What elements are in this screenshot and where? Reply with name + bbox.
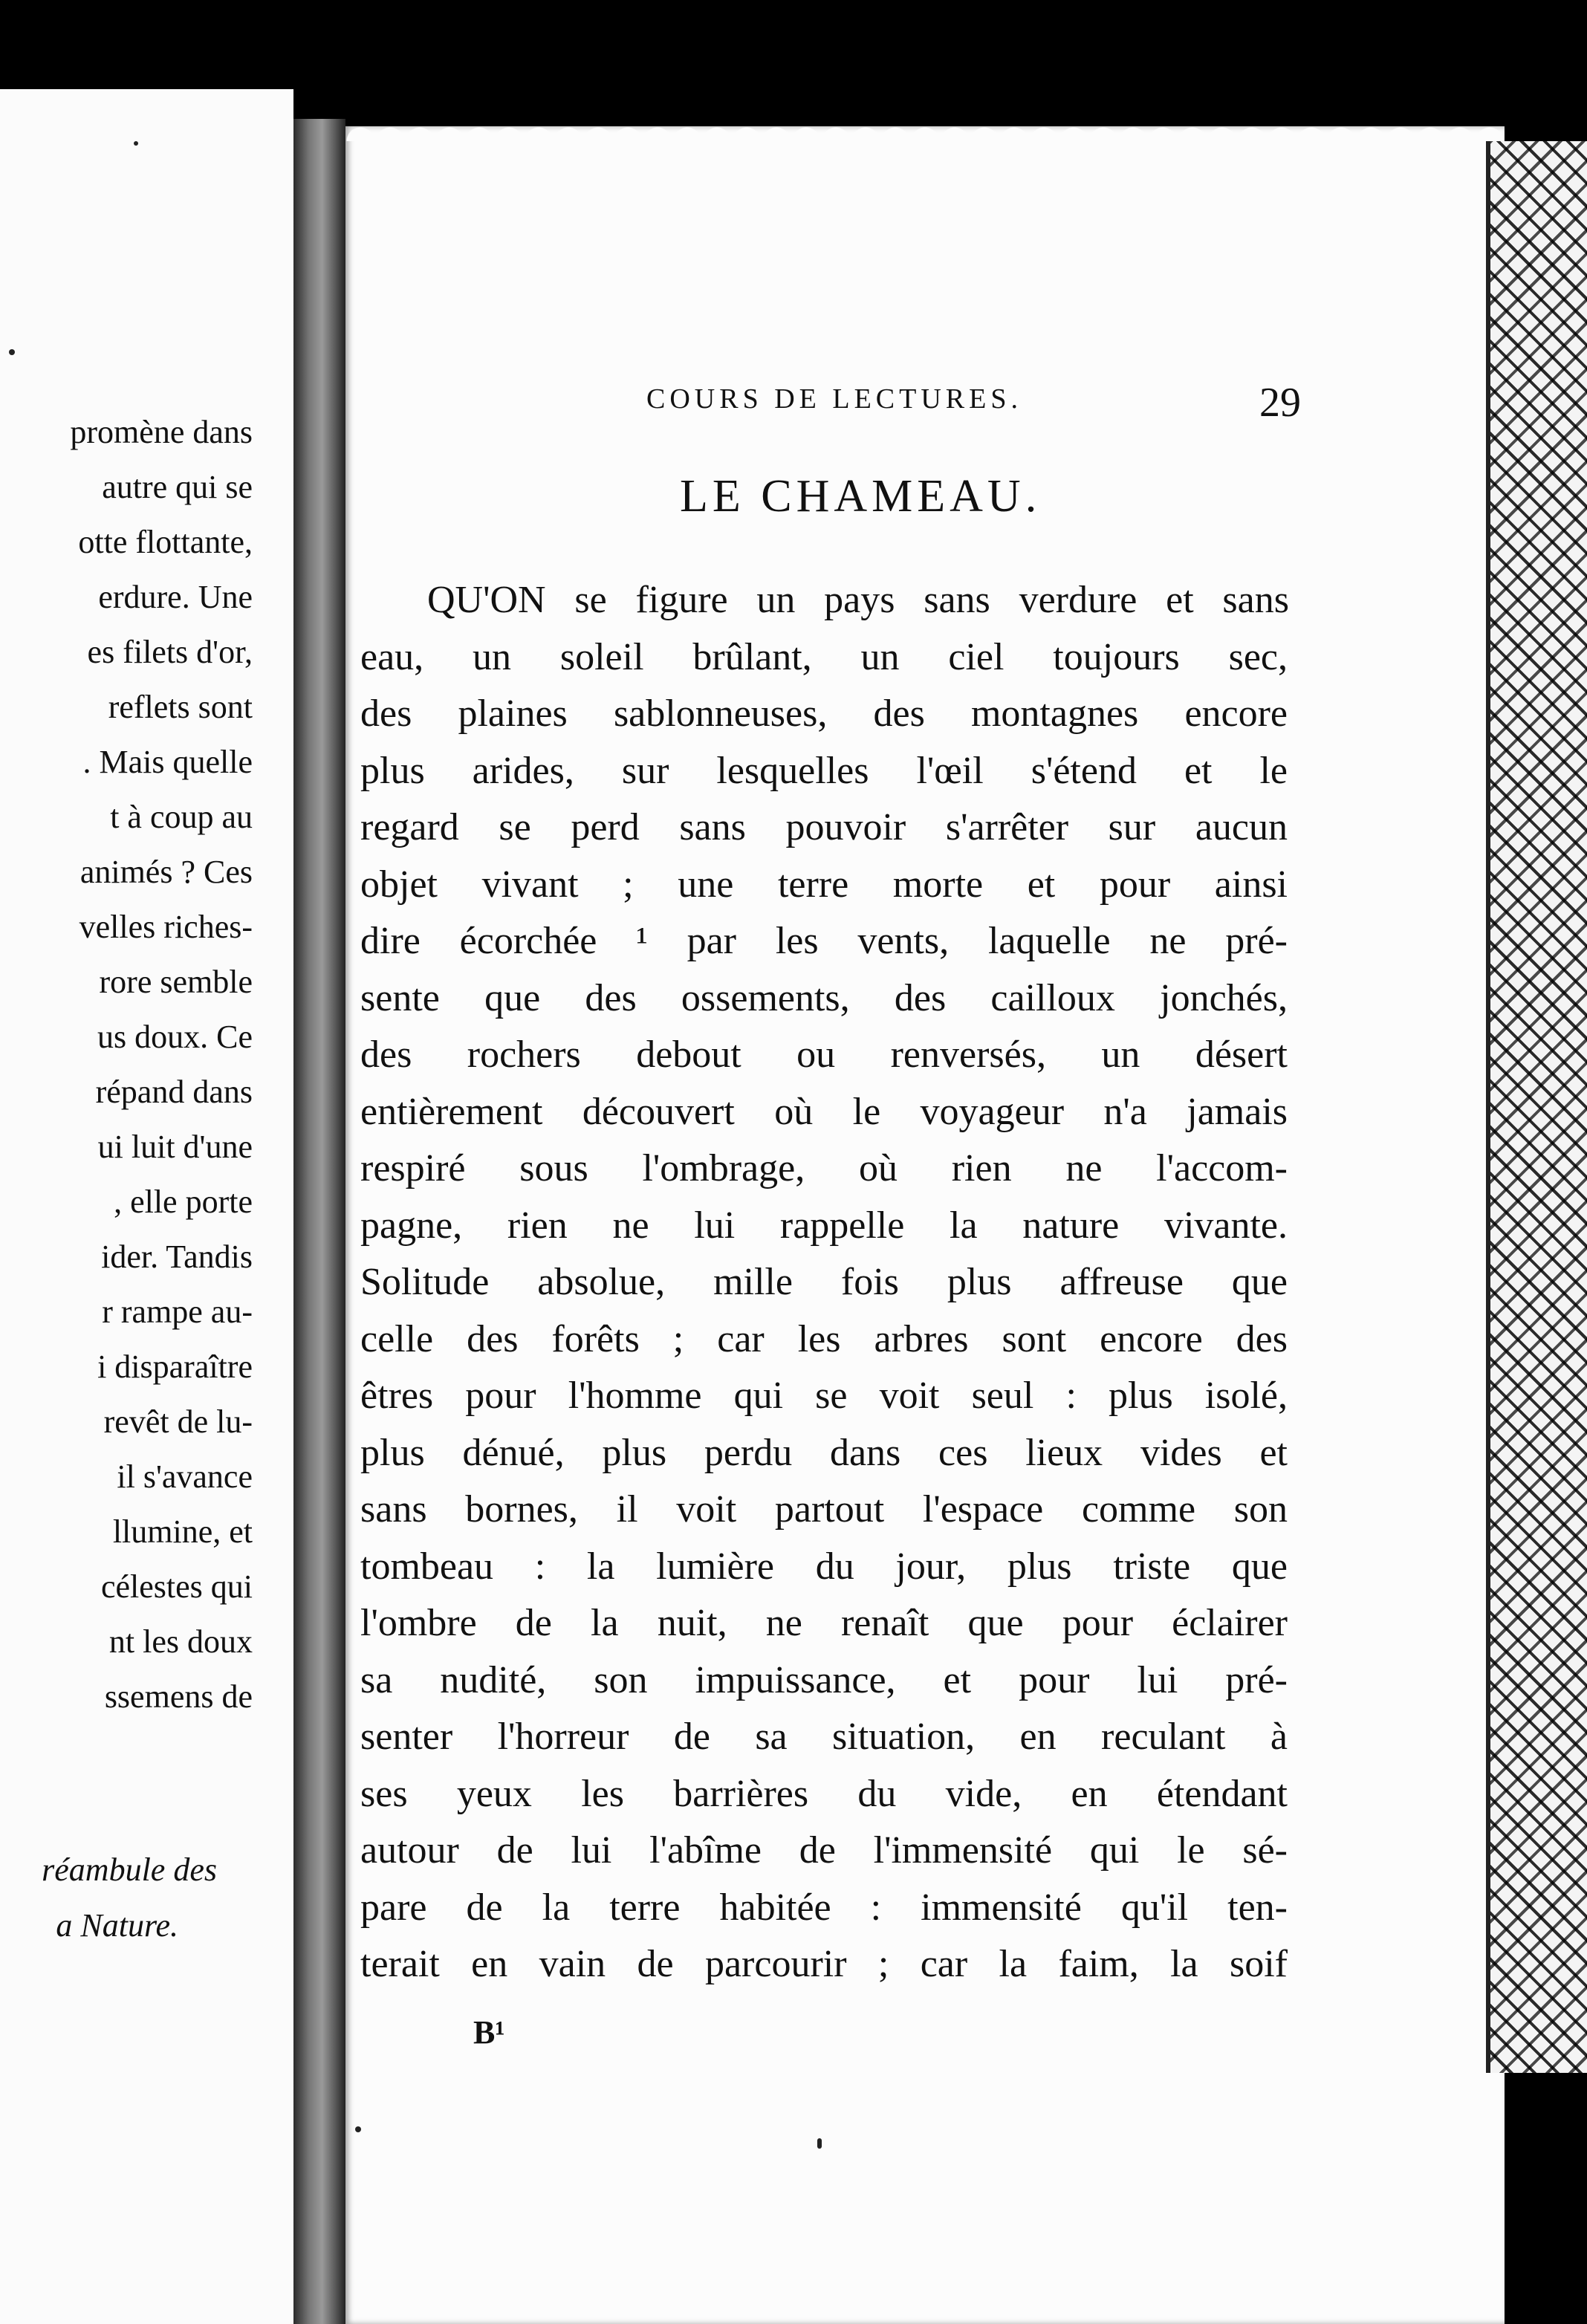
body-text-line: sans bornes, il voit partout l'espace comme son bbox=[360, 1488, 1288, 1531]
left-page-line: es filets d'or, bbox=[87, 634, 253, 670]
running-head: COURS DE LECTURES. bbox=[646, 383, 1022, 415]
body-text-line: pagne, rien ne lui rappelle la nature vivante. bbox=[360, 1204, 1288, 1247]
left-page-line: i disparaître bbox=[97, 1348, 253, 1385]
left-page-line: reflets sont bbox=[108, 689, 253, 725]
left-page-line: . Mais quelle bbox=[82, 744, 253, 780]
left-page-footnote-line: a Nature. bbox=[56, 1907, 178, 1944]
left-page-line: otte flottante, bbox=[78, 524, 253, 560]
book-gutter bbox=[293, 119, 345, 2324]
body-text-line: êtres pour l'homme qui se voit seul : plus isolé, bbox=[360, 1374, 1288, 1417]
speck bbox=[817, 2138, 822, 2149]
page-top-edge bbox=[345, 111, 1505, 141]
left-page-line: erdure. Une bbox=[98, 579, 253, 615]
body-text-line: QU'ON se figure un pays sans verdure et sans bbox=[427, 579, 1289, 621]
left-page-line: r rampe au- bbox=[102, 1294, 253, 1330]
left-page-line: velles riches- bbox=[79, 909, 253, 945]
left-page bbox=[0, 89, 293, 2324]
chapter-title: LE CHAMEAU. bbox=[680, 471, 1042, 522]
left-page-line: ui luit d'une bbox=[97, 1129, 253, 1165]
left-page-footnote-line: réambule des bbox=[42, 1851, 217, 1888]
body-text-line: ses yeux les barrières du vide, en étendant bbox=[360, 1772, 1288, 1815]
left-page-line: us doux. Ce bbox=[97, 1019, 253, 1055]
left-page-line: promène dans bbox=[70, 414, 253, 450]
body-text-line: tombeau : la lumière du jour, plus triste que bbox=[360, 1545, 1288, 1588]
body-text-line: plus dénué, plus perdu dans ces lieux vides et bbox=[360, 1431, 1288, 1474]
left-page-line: répand dans bbox=[95, 1074, 253, 1110]
left-page-line: ssemens de bbox=[104, 1678, 253, 1715]
speck bbox=[134, 141, 138, 146]
body-text-line: senter l'horreur de sa situation, en reculant à bbox=[360, 1716, 1288, 1758]
body-text-line: sente que des ossements, des cailloux jonchés, bbox=[360, 976, 1288, 1019]
left-page-line: , elle porte bbox=[114, 1184, 253, 1220]
body-text-line: autour de lui l'abîme de l'immensité qui le sé- bbox=[360, 1829, 1288, 1872]
left-page-line: llumine, et bbox=[112, 1513, 253, 1550]
body-text-line: des plaines sablonneuses, des montagnes encore bbox=[360, 692, 1288, 735]
body-text-line: pare de la terre habitée : immensité qu'il ten- bbox=[360, 1886, 1288, 1929]
left-page-line: ider. Tandis bbox=[101, 1239, 253, 1275]
body-text-line: des rochers debout ou renversés, un désert bbox=[360, 1033, 1288, 1076]
body-text-line: Solitude absolue, mille fois plus affreuse que bbox=[360, 1261, 1288, 1303]
left-page-line: autre qui se bbox=[102, 469, 253, 505]
body-text-line: regard se perd sans pouvoir s'arrêter sur aucun bbox=[360, 806, 1288, 848]
left-page-line: revêt de lu- bbox=[103, 1403, 253, 1440]
body-text-line: celle des forêts ; car les arbres sont encore des bbox=[360, 1317, 1288, 1360]
body-text-line: entièrement découvert où le voyageur n'a jamais bbox=[360, 1090, 1288, 1133]
body-text-line: dire écorchée ¹ par les vents, laquelle ne pré- bbox=[360, 920, 1288, 962]
body-text-line: objet vivant ; une terre morte et pour ainsi bbox=[360, 863, 1288, 906]
page-edge-pattern bbox=[1486, 141, 1587, 2073]
page-number: 29 bbox=[1259, 380, 1301, 426]
left-page-line: t à coup au bbox=[110, 799, 253, 835]
left-page-line: célestes qui bbox=[100, 1568, 253, 1605]
left-page-line: nt les doux bbox=[108, 1623, 253, 1660]
body-text-line: l'ombre de la nuit, ne renaît que pour éclairer bbox=[360, 1602, 1288, 1644]
body-text-line: eau, un soleil brûlant, un ciel toujours sec, bbox=[360, 635, 1288, 678]
body-text-line: respiré sous l'ombrage, où rien ne l'accom- bbox=[360, 1147, 1288, 1189]
body-text-line: sa nudité, son impuissance, et pour lui pré- bbox=[360, 1658, 1288, 1701]
speck bbox=[355, 2126, 361, 2132]
left-page-line: rore semble bbox=[99, 964, 253, 1000]
signature-mark: B¹ bbox=[473, 2014, 505, 2051]
body-text-line: plus arides, sur lesquelles l'œil s'étend et le bbox=[360, 749, 1288, 792]
left-page-line: il s'avance bbox=[117, 1458, 253, 1495]
body-text-line: terait en vain de parcourir ; car la faim, la soif bbox=[360, 1943, 1288, 1985]
speck bbox=[9, 349, 15, 355]
left-page-line: animés ? Ces bbox=[79, 854, 253, 890]
